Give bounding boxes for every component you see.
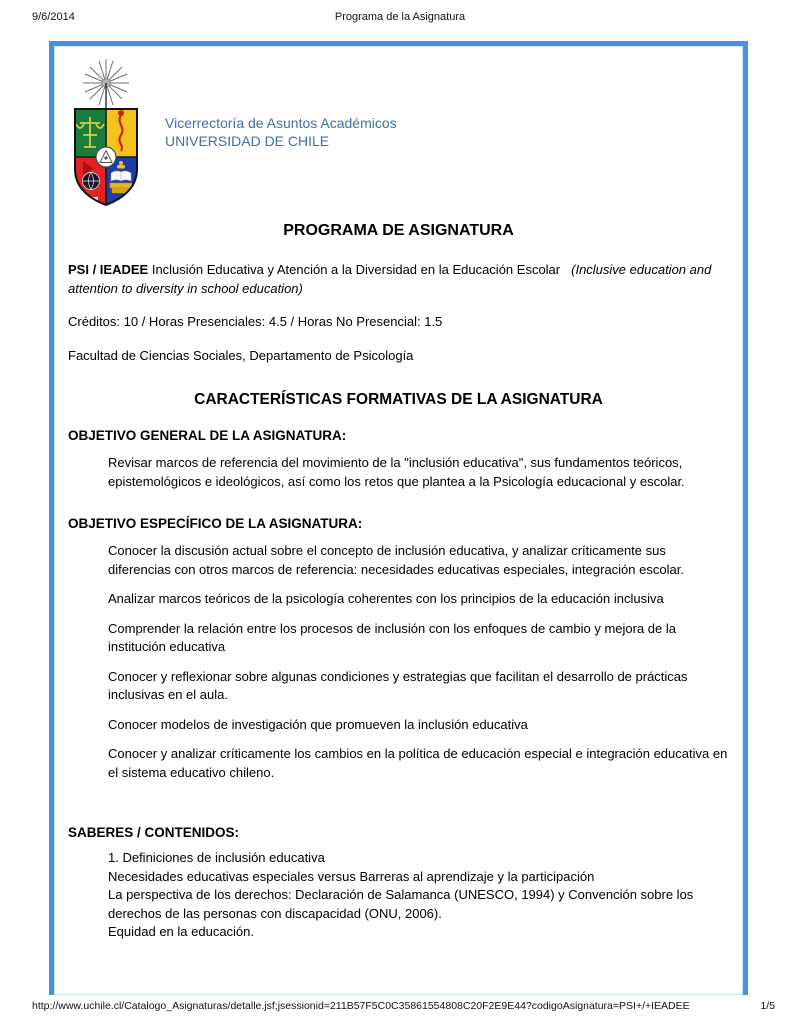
saberes-line: 1. Definiciones de inclusión educativa bbox=[108, 850, 325, 865]
objetivo-especifico-paragraph: Comprender la relación entre los procesos de inclusión con los enfoques de cambio y mejora de la institución educativa bbox=[108, 620, 676, 654]
university-header bbox=[68, 57, 729, 207]
course-name-english: (Inclusive education and attention to diversity in school education) bbox=[68, 262, 712, 296]
course-title-line bbox=[68, 261, 729, 298]
saberes-lines bbox=[68, 849, 729, 942]
objetivo-especifico-paragraph: Conocer y analizar críticamente los cambios en la política de educación especial e integración educativa en el sistema educativo chileno. bbox=[108, 746, 728, 780]
document-title: PROGRAMA DE ASIGNATURA bbox=[283, 222, 514, 239]
print-url: http://www.uchile.cl/Catalogo_Asignaturas/detalle.jsf;jsessionid=211B57F5C0C35861554808C20F2E9E44?codigoAsignatura=PSI+/+IEADEE bbox=[32, 1000, 690, 1012]
objetivo-general-paragraphs bbox=[68, 454, 729, 491]
objetivo-especifico-heading: OBJETIVO ESPECÍFICO DE LA ASIGNATURA: bbox=[68, 516, 363, 531]
saberes-line: La perspectiva de los derechos: Declaración de Salamanca (UNESCO, 1994) y Convención sobre los derechos de las personas con discapacidad (ONU, 2006). bbox=[108, 887, 694, 921]
course-code: PSI / IEADEE bbox=[68, 262, 149, 277]
credits-line: Créditos: 10 / Horas Presenciales: 4.5 / Horas No Presencial: 1.5 bbox=[68, 314, 443, 329]
print-header bbox=[32, 11, 768, 25]
objetivo-especifico-paragraphs bbox=[68, 542, 729, 782]
faculty-line: Facultad de Ciencias Sociales, Departamento de Psicología bbox=[68, 347, 414, 363]
course-name: Inclusión Educativa y Atención a la Diversidad en la Educación Escolar bbox=[151, 262, 561, 277]
document-frame bbox=[49, 41, 748, 995]
objetivo-especifico-paragraph: Conocer la discusión actual sobre el concepto de inclusión educativa, y analizar críticamente sus diferencias con otros marcos de referencia: necesidades educativas especiales, integración escolar. bbox=[108, 543, 684, 577]
saberes-line: Necesidades educativas especiales versus Barreras al aprendizaje y la participación bbox=[108, 868, 595, 884]
saberes-line: Equidad en la educación. bbox=[108, 924, 255, 939]
section-title: CARACTERÍSTICAS FORMATIVAS DE LA ASIGNATURA bbox=[194, 391, 603, 408]
print-date: 9/6/2014 bbox=[32, 11, 75, 23]
university-unit: Vicerrectoría de Asuntos Académicos bbox=[165, 115, 397, 131]
objetivo-general-paragraph: Revisar marcos de referencia del movimiento de la "inclusión educativa", sus fundamentos teóricos, epistemológicos e ideológicos, así como los retos que plantea a la Psicología educacional y escolar. bbox=[108, 455, 685, 489]
universidad-de-chile-coat-of-arms-icon bbox=[69, 57, 147, 207]
university-name: UNIVERSIDAD DE CHILE bbox=[165, 133, 330, 149]
objetivo-especifico-paragraph: Conocer modelos de investigación que promueven la inclusión educativa bbox=[108, 716, 528, 732]
print-page-title: Programa de la Asignatura bbox=[334, 11, 466, 23]
objetivo-especifico-paragraph: Conocer y reflexionar sobre algunas condiciones y estrategias que facilitan el desarrollo de prácticas inclusivas en el aula. bbox=[108, 668, 688, 702]
objetivo-especifico-paragraph: Analizar marcos teóricos de la psicología coherentes con los principios de la educación inclusiva bbox=[108, 591, 664, 606]
saberes-heading: SABERES / CONTENIDOS: bbox=[68, 825, 240, 840]
print-page-number: 1/5 bbox=[760, 1000, 775, 1012]
university-name-block bbox=[165, 114, 397, 150]
objetivo-general-heading: OBJETIVO GENERAL DE LA ASIGNATURA: bbox=[68, 428, 347, 443]
